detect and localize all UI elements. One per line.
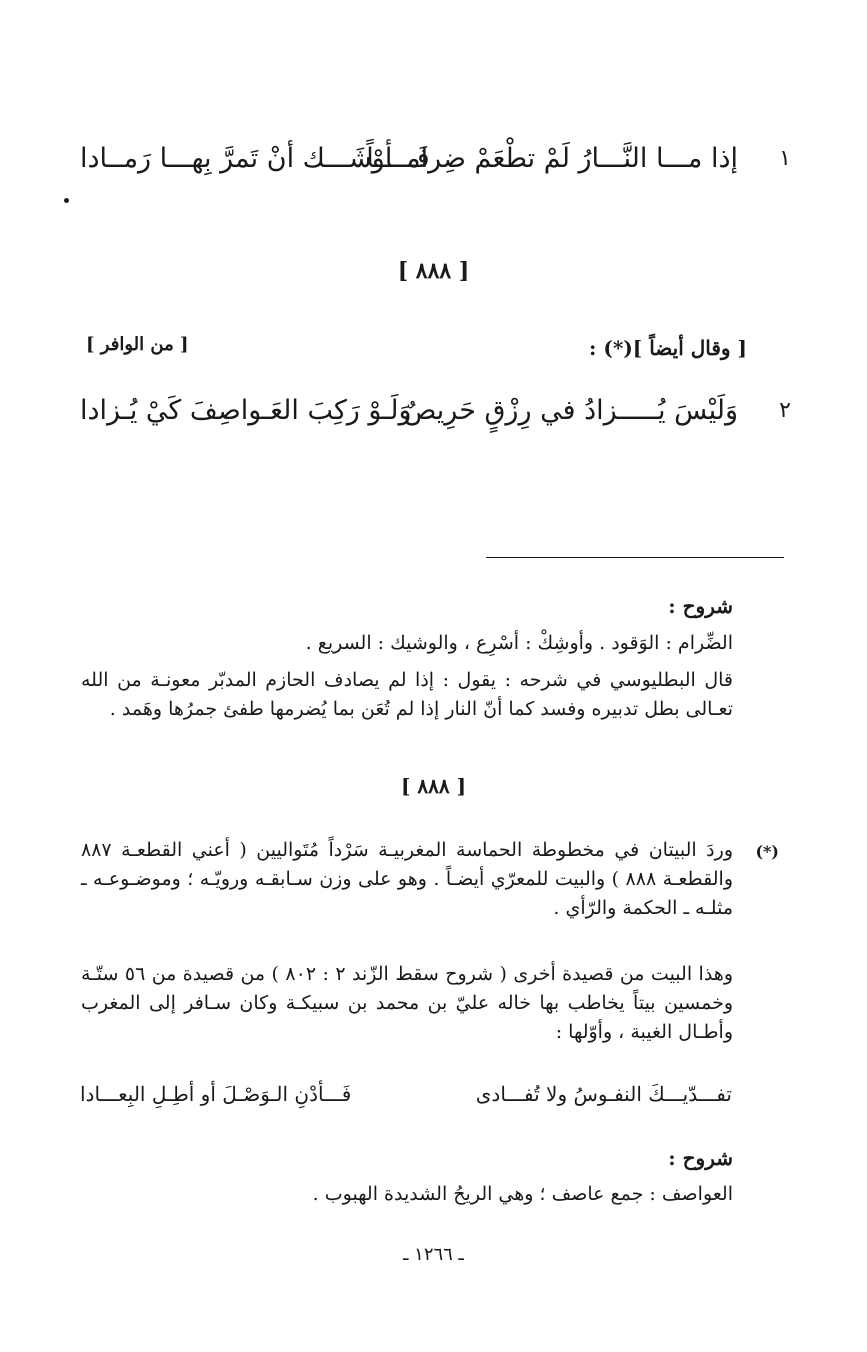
piece-title: [ ٨٨٨ ] — [397, 258, 470, 284]
footnote-piece-title: [ ٨٨٨ ] — [400, 774, 467, 798]
stray-dot — [64, 198, 69, 203]
verse-line-2 — [80, 386, 800, 436]
commentary-explanation: قال البطليوسي في شرحه : يقول : إذا لم يصادف الحازم المدبّر معونـة من الله تعـالى بطل تدبيره وفسد كما أنّ النار إذا لم تُعَن بما يُضرمها طفئ جمرُها وهَمد . — [81, 669, 733, 720]
verse-first-hemistich: وَلَيْسَ يُـــــزادُ في رِزْقٍ حَرِيصٌ — [403, 395, 738, 426]
footnote-paragraph-2: وهذا البيت من قصيدة أخرى ( شروح سقط الزّند ٢ : ٨٠٢ ) من قصيدة من ٥٦ ستّـة وخمسين بيتاً يخاطب بها خاله عليّ بن محمد بن سبيكـة وكان سـافر إلى المغرب وأطـال الغيبة ، وأوّلها : — [81, 963, 733, 1043]
verse-number: ١ — [779, 146, 791, 171]
footnote-divider — [486, 557, 784, 558]
verse-line-1 — [80, 134, 800, 184]
quoted-second-hemistich: فَـــأدْنِ الـوَصْـلَ أو أطِـلِ البِعـــادا — [80, 1082, 352, 1106]
page-number: ـ ١٢٦٦ ـ — [403, 1244, 464, 1265]
footnote-paragraph-1: وردَ البيتان في مخطوطة الحماسة المغربيـة سَرْداً مُتَواليين ( أعني القطعـة ٨٨٧ والقطعـة ٨٨٨ ) والبيت للمعرّي أيضـاً . وهو على وزن سـابقـه ورويّـه ؛ وموضـوعـه ـ مثلـه ـ الحكمة والرّأي . — [81, 839, 733, 919]
piece-intro: [ وقال أيضاً ](*) : — [589, 336, 747, 360]
commentary-heading: شروح : — [668, 594, 733, 618]
footnote-quoted-verse — [80, 1082, 732, 1114]
verse-number: ٢ — [779, 398, 791, 423]
quoted-first-hemistich: تفـــدّيـــكَ النفـوسُ ولا تُفـــادى — [475, 1082, 732, 1106]
verse-first-hemistich: إذا مـــا النَّـــارُ لَمْ تطْعَمْ ضِرامــــاً — [366, 143, 738, 174]
commentary-gloss: الضِّرام : الوَقود . وأوشِكْ : أسْرِع ، والوشيك : السريع . — [305, 632, 733, 654]
footnote-commentary-heading: شروح : — [668, 1146, 733, 1170]
verse-second-hemistich: فَـــأوْشَـــك أنْ تَمرَّ بِهـــا رَمــادا — [80, 143, 430, 174]
footnote-marker: (*) — [755, 842, 779, 861]
verse-second-hemistich: وَلَـوْ رَكِبَ العَـواصِفَ كَيْ يُـزادا — [80, 395, 412, 426]
footnote-gloss: العواصف : جمع عاصف ؛ وهي الريحُ الشديدة الهبوب . — [312, 1183, 733, 1205]
meter-label: [ من الوافر ] — [86, 334, 189, 355]
